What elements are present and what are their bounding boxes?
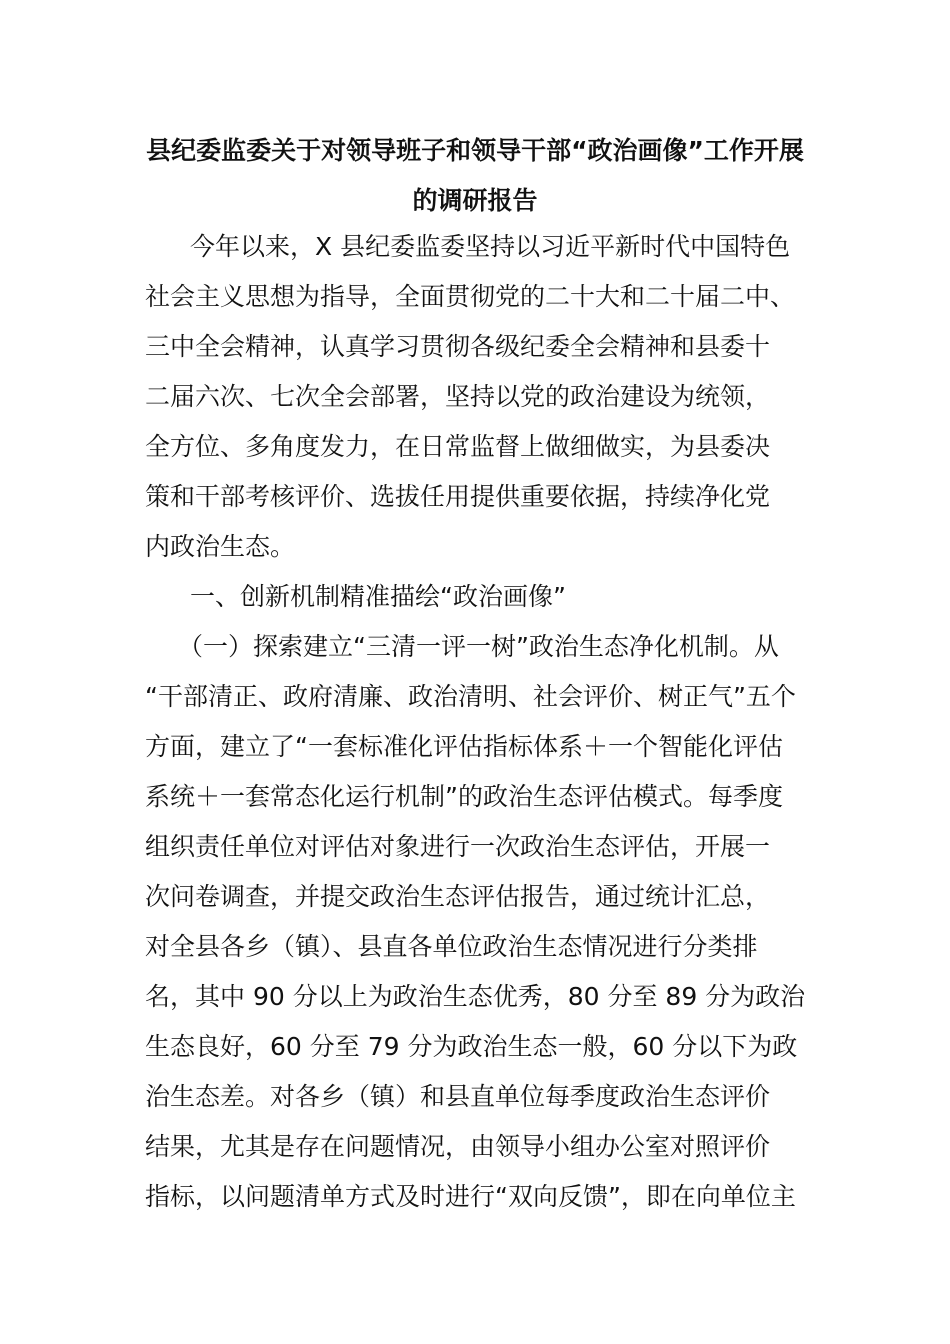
body-line-1: 今年以来，X 县纪委监委坚持以习近平新时代中国特色 <box>190 232 791 261</box>
subsection-line-1: （一）探索建立“三清一评一树”政治生态净化机制。从 <box>178 632 779 661</box>
body-line-20: 指标，以问题清单方式及时进行“双向反馈”，即在向单位主 <box>145 1182 796 1211</box>
body-line-6: 策和干部考核评价、选拔任用提供重要依据，持续净化党 <box>145 482 771 511</box>
body-line-15: 对全县各乡（镇）、县直各单位政治生态情况进行分类排 <box>145 932 758 961</box>
document-title-line-1: 县纪委监委关于对领导班子和领导干部“政治画像”工作开展 <box>146 136 804 165</box>
body-line-18: 治生态差。对各乡（镇）和县直单位每季度政治生态评价 <box>145 1082 771 1111</box>
body-line-13: 组织责任单位对评估对象进行一次政治生态评估，开展一 <box>145 832 771 861</box>
body-line-5: 全方位、多角度发力，在日常监督上做细做实，为县委决 <box>145 432 771 461</box>
body-line-4: 二届六次、七次全会部署，坚持以党的政治建设为统领， <box>145 382 771 411</box>
body-line-7: 内政治生态。 <box>145 532 296 561</box>
body-line-19: 结果，尤其是存在问题情况，由领导小组办公室对照评价 <box>145 1132 771 1161</box>
body-line-16: 名，其中 90 分以上为政治生态优秀，80 分至 89 分为政治 <box>145 982 806 1011</box>
body-line-10: “干部清正、政府清廉、政治清明、社会评价、树正气”五个 <box>145 682 796 711</box>
document-title-line-2: 的调研报告 <box>412 186 538 215</box>
body-line-17: 生态良好，60 分至 79 分为政治生态一般，60 分以下为政 <box>145 1032 798 1061</box>
body-line-14: 次问卷调查，并提交政治生态评估报告，通过统计汇总， <box>145 882 771 911</box>
body-line-3: 三中全会精神，认真学习贯彻各级纪委全会精神和县委十 <box>145 332 771 361</box>
body-line-2: 社会主义思想为指导，全面贯彻党的二十大和二十届二中、 <box>145 282 796 311</box>
section-heading-1: 一、创新机制精准描绘“政治画像” <box>190 582 566 611</box>
body-line-12: 系统＋一套常态化运行机制”的政治生态评估模式。每季度 <box>145 782 783 811</box>
body-line-11: 方面，建立了“一套标准化评估指标体系＋一个智能化评估 <box>145 732 783 761</box>
